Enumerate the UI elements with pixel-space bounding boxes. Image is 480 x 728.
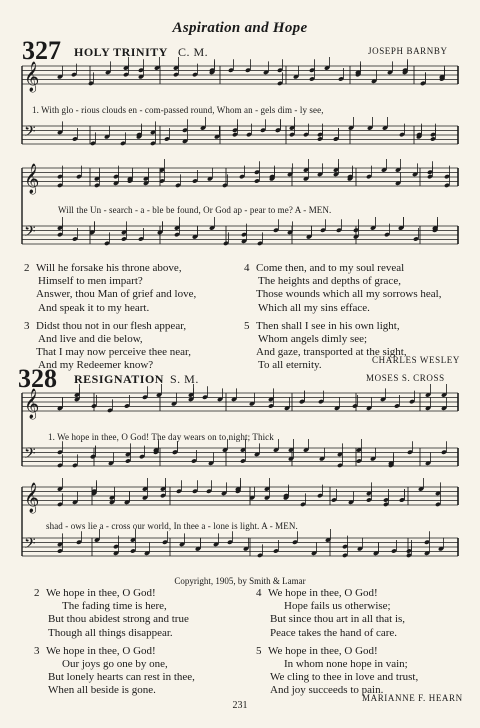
verse-line: We hope in thee, O God! <box>46 587 156 599</box>
verse-line: Didst thou not in our flesh appear, <box>36 319 187 332</box>
lyrics-line: 1. We hope in thee, O God! The day wears on to night; Thick <box>48 432 274 442</box>
verse-number: 5 <box>256 644 262 657</box>
hymn-number: 328 <box>18 364 57 393</box>
meter: S. M. <box>170 372 199 386</box>
verse-number: 3 <box>34 644 40 657</box>
bass-clef-icon: 𝄢 <box>24 223 36 244</box>
verse-column-left <box>34 587 195 698</box>
verse-column-left <box>24 262 196 373</box>
hymn-number: 327 <box>22 36 61 65</box>
treble-clef-icon: 𝄞 <box>24 389 40 419</box>
verse-line: But thou abidest strong and true <box>48 613 189 626</box>
lyrics-line: Will the Un - search - a - ble be found, Or God ap - pear to me? A - MEN. <box>58 205 332 215</box>
author: CHARLES WESLEY <box>372 355 460 365</box>
verse-line: We hope in thee, O God! <box>268 644 378 657</box>
verse-line: We hope in thee, O God! <box>46 644 156 657</box>
verse-number: 4 <box>244 262 250 274</box>
verse-line: Those wounds which all my sorrows heal, <box>256 288 442 301</box>
verse-line: Then shall I see in his own light, <box>256 319 400 332</box>
lyrics-line: 1. With glo - rious clouds en - com-passed round, Whom an - gels dim - ly see, <box>32 105 324 115</box>
treble-clef-icon: 𝄞 <box>24 164 40 194</box>
verse-line: In whom none hope in vain; <box>284 658 408 671</box>
verse-line: We cling to thee in love and trust, <box>270 671 419 684</box>
bass-clef-icon: 𝄢 <box>24 445 36 466</box>
verse-line: And live and die below, <box>38 333 143 346</box>
verse-line: That I may now perceive thee near, <box>36 346 192 359</box>
verse-line: But lonely hearts can rest in thee, <box>48 671 195 684</box>
verse-line: And gaze, transported at the sight, <box>256 346 407 359</box>
treble-clef-icon: 𝄞 <box>24 62 40 92</box>
verse-line: Which all my sins efface. <box>258 301 370 314</box>
treble-clef-icon: 𝄞 <box>24 483 40 513</box>
composer: JOSEPH BARNBY <box>368 46 448 56</box>
bass-clef-icon: 𝄢 <box>24 123 36 144</box>
verse-line: The heights and depths of grace, <box>258 275 401 288</box>
verse <box>256 645 418 698</box>
verse <box>256 587 418 640</box>
verse-line: Our joys go one by one, <box>62 658 168 671</box>
tune-name: HOLY TRINITY <box>74 45 168 59</box>
verse-line: And my Redeemer know? <box>38 359 154 372</box>
meter: C. M. <box>178 45 209 59</box>
verse-line: Peace takes the hand of care. <box>270 626 398 639</box>
verse-line: Though all things disappear. <box>48 626 173 639</box>
verse-number: 3 <box>24 319 30 332</box>
composer: MOSES S. CROSS <box>366 373 445 383</box>
page-header: Aspiration and Hope <box>172 20 308 36</box>
copyright-notice: Copyright, 1905, by Smith & Lamar <box>174 576 306 586</box>
author: MARIANNE F. HEARN <box>362 693 463 703</box>
verse-line: Answer, thou Man of grief and love, <box>36 288 197 301</box>
verse-line: Come then, and to my soul reveal <box>256 262 405 274</box>
verse-number: 2 <box>24 262 30 274</box>
page-number: 231 <box>232 700 248 711</box>
verse-column-right <box>256 587 418 698</box>
lyrics-line: shad - ows lie a - cross our world, In thee a - lone is light. A - MEN. <box>46 521 298 531</box>
verse <box>244 262 441 315</box>
verse-number: 5 <box>244 319 250 332</box>
verse-line: The fading time is here, <box>62 600 167 613</box>
verse-number: 2 <box>34 587 40 599</box>
verse-line: To all eternity. <box>258 359 322 372</box>
verse-line: When all beside is gone. <box>48 684 156 697</box>
verse-line: Whom angels dimly see; <box>258 333 368 346</box>
verse <box>34 645 195 698</box>
verse <box>34 587 195 640</box>
tune-name: RESIGNATION <box>74 372 164 386</box>
verse-line: Will he forsake his throne above, <box>36 262 182 274</box>
bass-clef-icon: 𝄢 <box>24 535 36 556</box>
verse-line: Hope fails us otherwise; <box>284 600 391 613</box>
verse <box>24 262 196 315</box>
verse-line: But since thou art in all that is, <box>270 613 406 626</box>
verse-number: 4 <box>256 587 262 599</box>
verse-line: And speak it to my heart. <box>38 301 150 314</box>
verse-line: And joy succeeds to pain. <box>270 684 384 697</box>
verse-line: We hope in thee, O God! <box>268 587 378 599</box>
verse-line: Himself to men impart? <box>38 275 143 288</box>
